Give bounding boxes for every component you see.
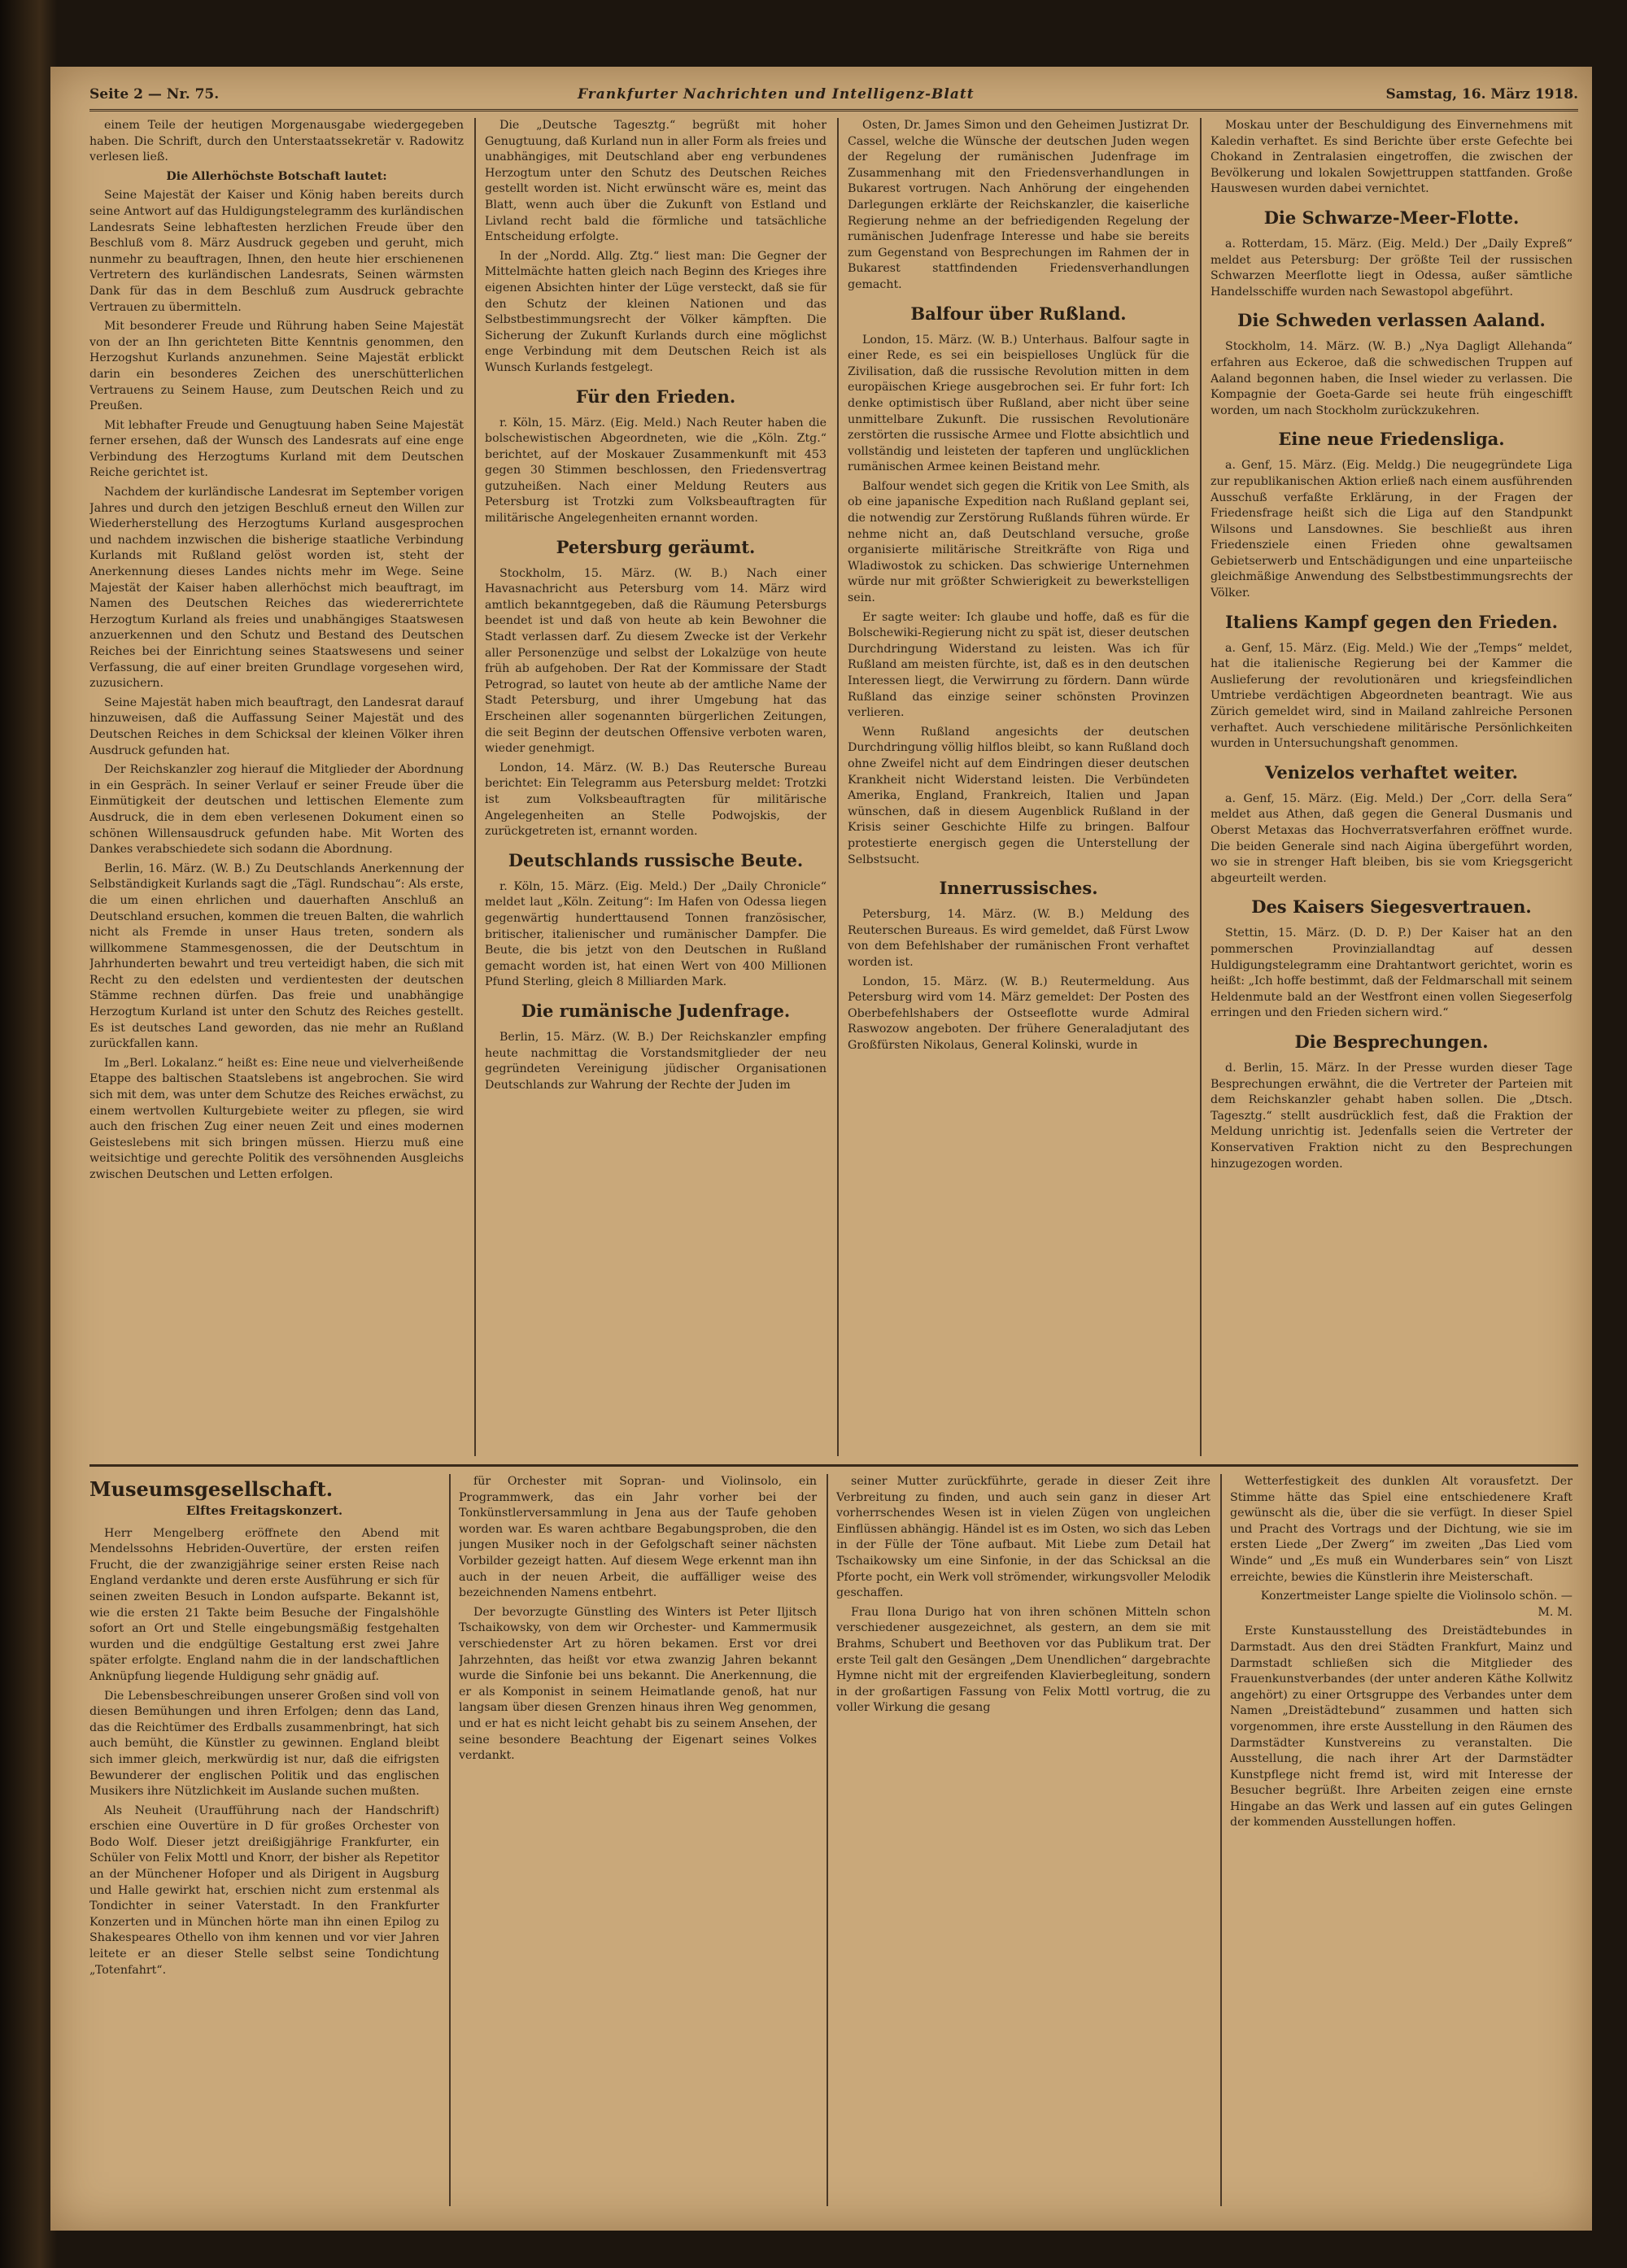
masthead-title: Frankfurter Nachrichten und Intelligenz-Blatt <box>578 86 975 102</box>
feuilleton-column-3 <box>836 1474 1210 2206</box>
column-divider <box>449 1474 451 2206</box>
feuilleton-column-1 <box>89 1474 439 2206</box>
column-divider <box>837 118 839 1456</box>
book-binding-gutter <box>0 0 57 2268</box>
headline-venizelos: Venizelos verhaftet weiter. <box>1265 761 1518 783</box>
headline-italien: Italiens Kampf gegen den Frieden. <box>1225 611 1558 632</box>
headline-innerrussisches: Innerrussisches. <box>939 878 1098 899</box>
paragraph: Frau Ilona Durigo hat von ihren schönen Mitteln schon verschiedener ausgezeichnet, als gestern, an dem sie mit Brahms, Schubert und Beethoven vor das Publikum trat. Der erste Teil galt den Gesängen „Dem Unendlichen“ dargebrachte Hymne nicht mit der ergreifenden Klavierbegleitung, sondern in der großartigen Fassung von Felix Mottl vortrug, die zu voller Wirkung die gesang <box>836 1605 1210 1715</box>
paragraph: für Orchester mit Sopran- und Violinsolo, ein Programmwerk, das ein Jahr vorher bei der Tonkünstlerversammlung in Jena aus der Taufe gehoben worden war. Es waren achtbare Begabungsproben, die den jungen Musiker noch in der Gefolgschaft seiner nächsten Vorbilder gezeigt hatten. Auf diesem Wege erkennt man ihn auch in der neuen Arbeit, die auffälliger weise des bezeichnenden Namens entbehrt. <box>459 1475 817 1600</box>
headline-siegesvertrauen: Des Kaisers Siegesvertrauen. <box>1251 896 1532 918</box>
headline-judenfrage: Die rumänische Judenfrage. <box>521 1000 791 1021</box>
paragraph: Der Reichskanzler zog hierauf die Mitglieder der Abordnung in ein Gespräch. In seiner Verlauf er seiner Freude über die Einmütigkeit der deutschen und lettischen Elemente zum Ausdruck, die in dem eben verlesenen Dokument einen so schönen Willensausdruck gefunden habe. Mit Worten des Dankes verabschiedete sich sodann die Abordnung. <box>89 763 464 857</box>
paragraph: Osten, Dr. James Simon und den Geheimen Justizrat Dr. Cassel, welche die Wünsche der deutschen Juden wegen der Regelung der rumänischen Judenfrage im Zusammenhang mit den Friedensverhandlungen in Bukarest vortrugen. Nach Anhörung der eingehenden Darlegungen erklärte der Reichskanzler, die kaiserliche Regierung nehme an der befriedigenden Regelung der rumänischen Judenfrage Interesse und habe sie bereits zum Gegenstand von Besprechungen im Rahmen der in Bukarest stattfindenden Friedensverhandlungen gemacht. <box>848 119 1189 291</box>
feuilleton-title: Museumsgesellschaft. <box>89 1477 334 1501</box>
paragraph: Als Neuheit (Uraufführung nach der Handschrift) erschien eine Ouvertüre in D für großes Orchester von Bodo Wolf. Dieser jetzt dreißigjährige Frankfurter, ein Schüler von Felix Mottl und Knorr, der bisher als Repetitor an der Münchener Hofoper und als Dirigent in Augsburg und Halle gewirkt hat, erschien nicht zum erstenmal als Tondichter in seiner Vaterstadt. In den Frankfurter Konzerten und in München hörte man ihn einen Epilog zu Shakespeares Othello von ihm kennen und vor vier Jahren leitete er an dieser Stelle selbst seine Tondichtung „Totenfahrt“. <box>89 1803 439 1977</box>
headline-schwarzmeer: Die Schwarze-Meer-Flotte. <box>1263 207 1520 228</box>
paragraph: Seine Majestät haben mich beauftragt, den Landesrat darauf hinzuweisen, daß die Auffassung Seiner Majestät und des Deutschen Reiches in dem Schicksal der kleinen Völker ihren Ausdruck gefunden hat. <box>89 696 464 757</box>
paragraph: a. Genf, 15. März. (Eig. Meld.) Der „Corr. della Sera“ meldet aus Athen, daß gegen die General Dusmanis und Oberst Metaxas das Hochverratsverfahren eröffnet wurde. Die beiden Generale sind nach Aigina übergeführt worden, wo sie in strenger Haft bleiben, bis sie vom Kriegsgericht abgeurteilt werden. <box>1210 792 1572 885</box>
paragraph: Im „Berl. Lokalanz.“ heißt es: Eine neue und vielverheißende Etappe des baltischen Staatslebens ist angebrochen. Sie wird sich mit dem, was unter dem Schutze des Reiches erwächst, zu einem wertvollen Kulturgebiete weiter zu pflegen, sie wird auch den frischen Zug einer neuen Zeit und eines modernen Geisteslebens mit sich bringen müssen. Hierzu muß eine weitsichtige und gerechte Politik des versöhnenden Ausgleichs zwischen Deutschen und Letten erfolgen. <box>89 1056 464 1181</box>
paragraph: a. Genf, 15. März. (Eig. Meld.) Wie der „Temps“ meldet, hat die italienische Regierung bei der Kammer die Auslieferung der revolutionären und kriegsfeindlichen Umtriebe verdächtigen Abgeordneten beantragt. Wie aus Zürich gemeldet wird, sind in Mailand zahlreiche Personen verhaftet. Auch verschiedene militärische Persönlichkeiten wurden in Untersuchungshaft genommen. <box>1210 641 1572 751</box>
column-divider <box>1200 118 1202 1456</box>
paragraph: Stockholm, 15. März. (W. B.) Nach einer Havasnachricht aus Petersburg vom 14. März wird amtlich bekanntgegeben, daß die Räumung Petersburgs beendet ist und daß von heute ab kein Bewohner die Stadt verlassen darf. Zu diesem Zwecke ist der Verkehr aller Personenzüge und selbst der Lokalzüge von heute früh ab aufgehoben. Der Rat der Kommissare der Stadt Petrograd, so lautet von heute ab der amtliche Name der Stadt Petersburg, und ihrer Umgebung hat das Erscheinen aller sogenannten bürgerlichen Zeitungen, die seit Beginn der deutschen Offensive verboten waren, wieder genehmigt. <box>485 566 827 756</box>
paragraph: r. Köln, 15. März. (Eig. Meld.) Der „Daily Chronicle“ meldet laut „Köln. Zeitung“: Im Hafen von Odessa liegen gegenwärtig hunderttausend Tonnen französischer, britischer, italienischer und rumänischer Dampfer. Die Beute, die bis jetzt von den Deutschen in Rußland gemacht worden ist, hat einen Wert von 400 Millionen Pfund Sterling, gleich 8 Milliarden Mark. <box>485 879 827 989</box>
headline-balfour: Balfour über Rußland. <box>910 303 1127 324</box>
paragraph: Balfour wendet sich gegen die Kritik von Lee Smith, als ob eine japanische Expedition nach Rußland geplant sei, die notwendig zur Zerstörung Rußlands führen würde. Er nehme nicht an, daß Deutschland versuche, große organisierte militärische Streitkräfte von Riga und Wladiwostok zu schicken. Das schwierige Unternehmen würde nur mit größter Schwierigkeit zu bewerkstelligen sein. <box>848 479 1189 605</box>
headline-petersburg: Petersburg geräumt. <box>556 536 756 557</box>
issue-date: Samstag, 16. März 1918. <box>1385 86 1578 102</box>
headline-aaland: Die Schweden verlassen Aaland. <box>1237 310 1546 331</box>
paragraph: r. Köln, 15. März. (Eig. Meld.) Nach Reuter haben die bolschewistischen Abgeordneten, wie die „Köln. Ztg.“ berichtet, auf der Moskauer Zusammenkunft mit 453 gegen 30 Stimmen beschlossen, den Friedensvertrag gutzuheißen. Nach einer Meldung Reuters aus Petersburg ist Trotzki zum Volksbeauftragten für militärische Angelegenheiten ernannt worden. <box>485 416 827 526</box>
column-divider <box>1220 1474 1222 2206</box>
paragraph: Stettin, 15. März. (D. D. P.) Der Kaiser hat an den pommerschen Provinziallandtag auf dessen Huldigungstelegramm eine Drahtantwort gerichtet, worin es heißt: „Ich hoffe bestimmt, daß der Feldmarschall mit seinem Heldenmute bald an der Westfront einen vollen Siegeserfolg erringen und den Frieden sichern wird.“ <box>1210 927 1572 1020</box>
feuilleton-separator <box>89 1464 1578 1467</box>
paragraph: Mit besonderer Freude und Rührung haben Seine Majestät von der an Ihn gerichteten Bitte Kenntnis genommen, den Herzogshut Kurlands anzunehmen. Seine Majestät erblickt darin ein besonderes Zeichen des unerschütterlichen Vertrauens zu Seinem Hause, zum Deutschen Reich und zu Preußen. <box>89 320 464 413</box>
paragraph: Wenn Rußland angesichts der deutschen Durchdringung völlig hilflos bleibt, so kann Rußland doch ohne Zweifel nicht auf dem Eindringen dieser deutschen Krankheit nicht Widerstand leisten. Die Verbündeten Amerika, England, Frankreich, Italien und Japan wünschen, daß in diesem Augenblick Rußland in der Krisis seiner Geschichte Hilfe zu bringen. Balfour protestierte energisch gegen die Unterstellung der Selbstsucht. <box>848 725 1189 866</box>
article-column-1 <box>89 118 464 1456</box>
article-column-4 <box>1210 118 1572 1456</box>
paragraph: Mit lebhafter Freude und Genugtuung haben Seine Majestät ferner ersehen, daß der Wunsch des Landesrats auf eine enge Verbindung des Herzogtums Kurland mit dem Deutschen Reiche gerichtet ist. <box>89 418 464 480</box>
headline-friedensliga: Eine neue Friedensliga. <box>1278 429 1505 450</box>
paragraph: Konzertmeister Lange spielte die Violinsolo schön. — M. M. <box>1260 1590 1572 1619</box>
paragraph: Die „Deutsche Tagesztg.“ begrüßt mit hoher Genugtuung, daß Kurland nun in aller Form als freies und unabhängiges, mit Deutschland aber eng verbundenes Herzogtum unter den Schutz des Deutschen Reiches gestellt worden ist. Nicht erwünscht wäre es, meint das Blatt, wenn auch über die Zukunft von Estland und Livland recht bald die förmliche und tatsächliche Entscheidung erfolgte. <box>485 119 827 244</box>
paragraph: Die Lebensbeschreibungen unserer Großen sind voll von diesen Bemühungen und ihren Erfolgen; denn das Land, das die Reichtümer des Erdballs zusammenbringt, hat sich auch bemüht, die Künstler zu gewinnen. England bleibt sich immer gleich, merkwürdig ist nur, daß die eifrigsten Bewunderer der englischen Politik und das englischen Musikers ihre Nützlichkeit im Auslande suchen mußten. <box>89 1689 439 1799</box>
paragraph: London, 14. März. (W. B.) Das Reutersche Bureau berichtet: Ein Telegramm aus Petersburg meldet: Trotzki ist zum Volksbeauftragten für militärische Angelegenheiten an Stelle Podwojskis, der zurückgetreten ist, ernannt worden. <box>485 761 827 839</box>
paragraph: a. Rotterdam, 15. März. (Eig. Meld.) Der „Daily Expreß“ meldet aus Petersburg: Der größte Teil der russischen Schwarzen Meerflotte liegt in Odessa, außer sämtliche Handelsschiffe wurden nach Sewastopol abgeführt. <box>1210 237 1572 299</box>
paragraph: In der „Nordd. Allg. Ztg.“ liest man: Die Gegner der Mittelmächte hatten gleich nach Beginn des Krieges ihre eigenen Absichten hinter der Lüge versteckt, daß sie für den Schutz der kleinen Nationen und das Selbstbestimmungsrecht der Völker kämpften. Die Sicherung der Zukunft Kurlands durch eine möglichst enge Verbindung mit dem Deutschen Reich ist als Wunsch Kurlands festgelegt. <box>485 249 827 374</box>
paragraph: Er sagte weiter: Ich glaube und hoffe, daß es für die Bolschewiki-Regierung nicht zu spät ist, dieser deutschen Durchdringung Widerstand zu leisten. Was ich für Rußland am meisten fürchte, ist, daß es in den deutschen Interessen liegt, die Verwirrung zu fördern. Dann würde Rußland das einzige seiner schönsten Provinzen verlieren. <box>848 610 1189 720</box>
paragraph: Berlin, 16. März. (W. B.) Zu Deutschlands Anerkennung der Selbständigkeit Kurlands sagt die „Tägl. Rundschau“: Als erste, die um einen ehrlichen und dauerhaften Anschluß an Deutschland ersuchen, kommen die treuen Balten, die wahrlich nicht als Fremde in unser Haus treten, sondern als willkommene Stammesgenossen, die der Deutschtum in Jahrhunderten bewahrt und treu verteidigt haben, die sich mit Recht zu den edelsten und verdientesten der deutschen Stämme rechnen dürfen. Das freie und unabhängige Herzogtum Kurland ist unter den Schutz des Reiches gestellt. Es ist deutsches Land geworden, das nie mehr an Rußland zurückfallen kann. <box>89 861 464 1051</box>
paragraph: Die Allerhöchste Botschaft lautet: <box>166 169 387 183</box>
paragraph: Nachdem der kurländische Landesrat im September vorigen Jahres und durch den jetzigen Beschluß erneut den Willen zur Wiederherstellung des Herzogtums Kurland ausgesprochen und nachdem inzwischen die bisherige staatliche Verbindung Kurlands mit Rußland gelöst worden ist, steht der Anerkennung dieses Landes nichts mehr im Wege. Seine Majestät der Kaiser haben allerhöchst mich beauftragt, im Namen des Deutschen Reiches das wiedererrichtete Herzogtum Kurland als freies und unabhängiges Staatswesen anzuerkennen und den Schutz und Bestand des Deutschen Reiches bei der Einrichtung seines Staatswesens und seiner Verfassung, die auf einer breiten Grundlage vorgesehen wird, zuzusichern. <box>89 486 464 691</box>
headline-besprechungen: Die Besprechungen. <box>1294 1031 1489 1052</box>
headline-frieden: Für den Frieden. <box>575 386 736 407</box>
article-column-2 <box>485 118 827 1456</box>
paragraph: Stockholm, 14. März. (W. B.) „Nya Dagligt Allehanda“ erfahren aus Eckeroe, daß die schwedischen Truppen auf Aaland begonnen haben, die Insel wieder zu verlassen. Die Kompagnie der Goeta-Garde sei heute früh eingeschifft worden, um nach Stockholm zurückzukehren. <box>1210 340 1572 417</box>
paragraph: Der bevorzugte Günstling des Winters ist Peter Iljitsch Tschaikowsky, von dem wir Orchester- und Kammermusik verschiedenster Art zu hören bekamen. Erst vor drei Jahrzehnten, das heißt vor etwa zwanzig Jahren bekannt wurde die Sinfonie bei uns bekannt. Die Anerkennung, die er als Komponist in seinem Heimatlande genoß, hat nur langsam über diesen Grenzen hinaus ihren Weg genommen, und er hat es nicht leicht gehabt bis zu seinem Ansehen, der seine besondere Beachtung der Eigenart seines Volkes verdankt. <box>459 1605 817 1763</box>
headline-beute: Deutschlands russische Beute. <box>508 849 804 870</box>
feuilleton-column-4 <box>1230 1474 1572 2206</box>
paragraph: Erste Kunstausstellung des Dreistädtebundes in Darmstadt. Aus den drei Städten Frankfurt, Mainz und Darmstadt schließen sich die Mitglieder des Frauenkunstverbandes (der unter anderen Käthe Kollwitz angehört) zu einer Ortsgruppe des Verbandes unter dem Namen „Dreistädtebund“ zusammen und hatten sich vorgenommen, ihre erste Ausstellung in den Räumen des Darmstädter Kunstvereins zu veranstalten. Die Ausstellung, die nach ihrer Art der Darmstädter Kunstpflege nicht fremd ist, wird mit Interesse der Besucher begrüßt. Ihre Arbeiten zeigen eine ernste Hingabe an das Werk und lassen auf ein gutes Gelingen der kommenden Ausstellungen hoffen. <box>1230 1625 1572 1830</box>
paragraph: London, 15. März. (W. B.) Unterhaus. Balfour sagte in einer Rede, es sei ein beispielloses Unglück für die Zivilisation, daß die russische Revolution mitten in dem europäischen Kriege ausgebrochen sei. Er fuhr fort: Ich denke optimistisch über Rußland, aber nicht über seine unmittelbare Zukunft. Die russischen Revolutionäre zerstörten die russische Armee und Flotte absichtlich und vollständig und leisteten der tapferen und unglücklichen rumänischen Armee keinen Beistand mehr. <box>848 333 1189 474</box>
page-number: Seite 2 — Nr. 75. <box>89 86 220 102</box>
column-divider <box>827 1474 828 2206</box>
paragraph: Wetterfestigkeit des dunklen Alt vorausfetzt. Der Stimme hätte das Spiel eine entschiedenere Kraft gewünscht als die, über die sie verfügt. In dieser Spiel und Pracht des Vortrags und der Dichtung, wie sie im ersten Liede „Der Zwerg“ im zweiten „Das Lied vom Winde“ und „Es muß ein Wunderbares sein“ von Liszt erreichte, bewies die Künstlerin ihre Meisterschaft. <box>1230 1475 1572 1584</box>
paragraph: Seine Majestät der Kaiser und König haben bereits durch seine Antwort auf das Huldigungstelegramm des kurländischen Landesrats Seine lebhaftesten herzlichen Freude über den Beschluß vom 8. März Ausdruck gegeben und geruht, mich nunmehr zu beauftragen, Ihnen, den heute hier erschienenen Vertretern des kurländischen Landesrats, Seinen wärmsten Dank für das in dem Beschluß zum Ausdruck gebrachte Vertrauen zu übermitteln. <box>89 189 464 314</box>
paragraph: d. Berlin, 15. März. In der Presse wurden dieser Tage Besprechungen erwähnt, die die Vertreter der Parteien mit dem Reichskanzler gehabt haben sollen. Die „Dtsch. Tagesztg.“ stellt ausdrücklich fest, daß die Fraktion der Meldung unrichtig ist. Jedenfalls seien die Vertreter der Konservativen Fraktion nicht zu den Besprechungen hinzugezogen worden. <box>1210 1061 1572 1171</box>
paragraph: seiner Mutter zurückführte, gerade in dieser Zeit ihre Verbreitung zu finden, und auch sein ganz in dieser Art vorherrschendes Wesen ist in vielen Zügen von ungleichen Einflüssen abhängig. Händel ist es im Osten, wo sich das Leben in der Fülle der Töne aufbaut. Mit Liebe zum Detail hat Tschaikowsky um eine Sinfonie, in der das Schicksal an die Pforte pocht, ein Werk voll strömender, wirkungsvoller Melodik geschaffen. <box>836 1475 1210 1600</box>
paragraph: London, 15. März. (W. B.) Reutermeldung. Aus Petersburg wird vom 14. März gemeldet: Der Posten des Oberbefehlshabers der Ostseeflotte wurde Admiral Raswozow angeboten. Der frühere Generaladjutant des Großfürsten Nikolaus, General Kolinski, wurde in <box>848 975 1189 1052</box>
paragraph: Herr Mengelberg eröffnete den Abend mit Mendelssohns Hebriden-Ouvertüre, der ersten reifen Frucht, die der zwanzigjährige seiner ersten Reise nach England verdankte und deren erste Ausführung er sich für seinen zweiten Besuch in London aufsparte. Bekannt ist, wie die ersten 21 Takte beim Besuche der Fingalshöhle sofort an Ort und Stelle eingebungsmäßig festgehalten wurden und die endgültige Gestaltung erst zwei Jahre später erfolgte. England nahm die in der landschaftlichen Anknüpfung liegende Huldigung sehr gnädig auf. <box>89 1526 439 1683</box>
feuilleton-column-2 <box>459 1474 817 2206</box>
paragraph: einem Teile der heutigen Morgenausgabe wiedergegeben haben. Die Schrift, durch den Unterstaatssekretär v. Radowitz verlesen ließ. <box>89 119 464 164</box>
paragraph: Petersburg, 14. März. (W. B.) Meldung des Reuterschen Bureaus. Es wird gemeldet, daß Fürst Lwow von dem Befehlshaber der rumänischen Front verhaftet worden ist. <box>848 908 1189 969</box>
article-column-3 <box>848 118 1189 1456</box>
column-divider <box>474 118 476 1456</box>
page-header <box>89 81 1578 111</box>
paragraph: Berlin, 15. März. (W. B.) Der Reichskanzler empfing heute nachmittag die Vorstandsmitglieder der neu gegründeten Vereinigung jüdischer Organisationen Deutschlands zur Wahrung der Rechte der Juden im <box>485 1030 827 1092</box>
paragraph: a. Genf, 15. März. (Eig. Meldg.) Die neugegründete Liga zur republikanischen Aktion erließ nach einem ausführenden Ausschuß verfaßte Erklärung, in der Fragen der Friedensfrage heißt sich die Liga auf den Standpunkt Wilsons und Lansdownes. Sie beschließt aus ihren Friedensziele einen Frieden ohne gewaltsamen Gebietserwerb und Entschädigungen und eine unparteiische gleichmäßige Anwendung des Selbstbestimmungsrechts der Völker. <box>1210 459 1572 600</box>
paragraph: Moskau unter der Beschuldigung des Einvernehmens mit Kaledin verhaftet. Es sind Berichte über erste Gefechte bei Chokand in Zentralasien eingetroffen, die zwischen der Bevölkerung und lokalen Sowjettruppen stattfanden. Große Hauswesen wurden dabei vernichtet. <box>1210 119 1572 196</box>
feuilleton-subtitle: Elftes Freitagskonzert. <box>185 1503 343 1518</box>
